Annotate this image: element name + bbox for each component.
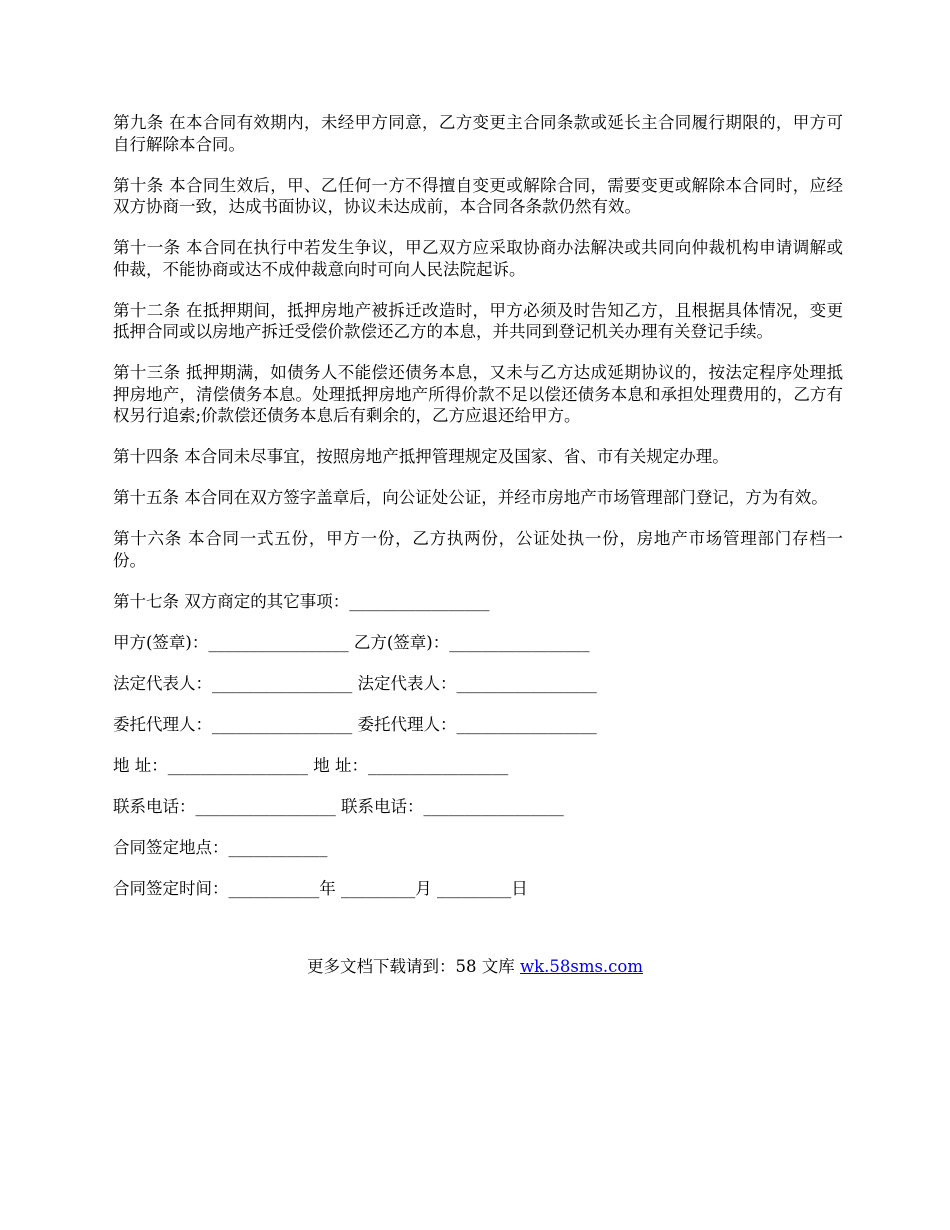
footer-link[interactable]: wk.58sms.com <box>519 957 643 976</box>
article-11: 第十一条 本合同在执行中若发生争议，甲乙双方应采取协商办法解决或共同向仲裁机构申请调解或仲裁，不能协商或达不成仲裁意向时可向人民法院起诉。 <box>113 238 843 279</box>
other-matters-field: 第十七条 双方商定的其它事项：_________________ <box>113 591 490 611</box>
legal-representative-fields: 法定代表人：_________________ 法定代表人：_________________ <box>113 673 597 693</box>
address-fields: 地 址：_________________ 地 址：_________________ <box>113 755 509 775</box>
article-16: 第十六条 本合同一式五份，甲方一份，乙方执两份，公证处执一份，房地产市场管理部门存档一份。 <box>113 529 843 570</box>
download-footer <box>0 956 950 978</box>
document-body <box>113 112 843 919</box>
sign-place-field: 合同签定地点：____________ <box>113 837 328 857</box>
article-12: 第十二条 在抵押期间，抵押房地产被拆迁改造时，甲方必须及时告知乙方，且根据具体情况，变更抵押合同或以房地产拆迁受偿价款偿还乙方的本息，并共同到登记机关办理有关登记手续。 <box>113 300 843 341</box>
article-15: 第十五条 本合同在双方签字盖章后，向公证处公证，并经市房地产市场管理部门登记，方为有效。 <box>113 488 828 507</box>
article-9: 第九条 在本合同有效期内，未经甲方同意，乙方变更主合同条款或延长主合同履行期限的，甲方可自行解除本合同。 <box>113 113 843 154</box>
article-14: 第十四条 本合同未尽事宜，按照房地产抵押管理规定及国家、省、市有关规定办理。 <box>113 447 729 466</box>
article-13: 第十三条 抵押期满，如债务人不能偿还债务本息，又未与乙方达成延期协议的，按法定程序处理抵押房地产，清偿债务本息。处理抵押房地产所得价款不足以偿还债务本息和承担处理费用的，乙方有权另行追索;价款偿还债务本息后有剩余的，乙方应退还给甲方。 <box>113 363 843 425</box>
signature-fields: 甲方(签章)：_________________ 乙方(签章)：_________________ <box>113 632 590 652</box>
sign-time-field: 合同签定时间：___________年 _________月 _________日 <box>113 878 528 898</box>
phone-fields: 联系电话：_________________ 联系电话：_________________ <box>113 796 564 816</box>
article-10: 第十条 本合同生效后，甲、乙任何一方不得擅自变更或解除合同，需要变更或解除本合同时，应经双方协商一致，达成书面协议，协议未达成前，本合同各条款仍然有效。 <box>113 175 843 216</box>
agent-fields: 委托代理人：_________________ 委托代理人：_________________ <box>113 714 597 734</box>
footer-text: 更多文档下载请到：58 文库 <box>306 957 520 976</box>
